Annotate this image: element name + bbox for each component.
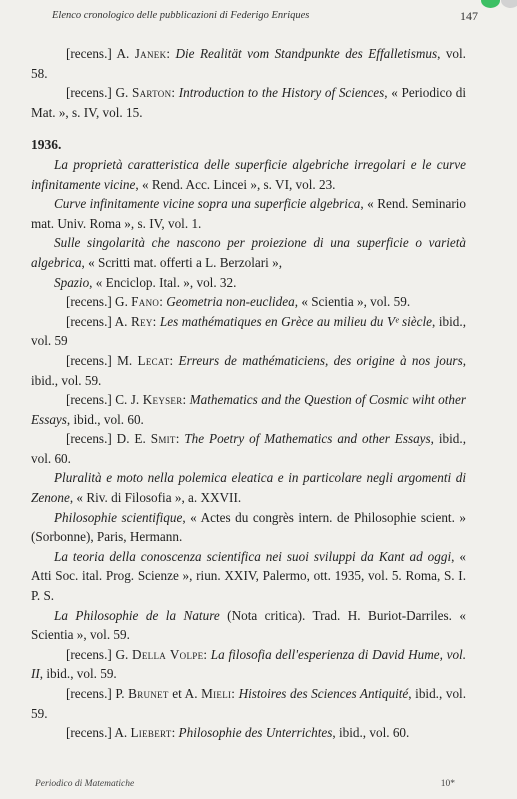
entry-separator: : xyxy=(152,313,160,329)
entry-title: La filosofia dell'esperienza di David Hume, vol. II xyxy=(31,646,467,682)
entry-title: Mathematics and the Question of Cosmic wiht other Essays xyxy=(31,392,466,427)
entry-title: Erreurs de mathématiciens, des origine à nos jours xyxy=(178,352,463,368)
entry-separator: : xyxy=(231,686,239,701)
review-entry xyxy=(31,723,466,743)
entry-citation: , ibid., vol. 59. xyxy=(39,666,117,682)
review-entry xyxy=(31,645,466,684)
entry-title: Spazio xyxy=(54,274,90,290)
entry-citation: , « Rend. Seminario mat. Univ. Roma », s. IV, vol. 1. xyxy=(31,196,467,231)
entry-author: Lecat xyxy=(137,352,170,368)
page-footer xyxy=(35,779,455,789)
entry-title: Die Realität vom Standpunkte des Effalletismus xyxy=(175,46,438,61)
entry-title: La Philosophie de la Nature xyxy=(54,607,220,623)
entry-citation: , « Scritti mat. offerti a L. Berzolari », xyxy=(81,254,282,270)
entry-separator: : xyxy=(169,352,179,368)
review-entry xyxy=(31,312,466,351)
entry-title: Pluralità e moto nella polemica eleatica e in particolare negli argomenti di Zenone xyxy=(31,470,466,506)
entry-prefix: [recens.] A. xyxy=(66,313,131,329)
review-entry xyxy=(31,292,466,312)
entry-separator: : xyxy=(166,46,176,61)
publication-entry xyxy=(31,606,466,645)
entry-separator: : xyxy=(159,294,167,310)
entry-citation: , ibid., vol. 60. xyxy=(31,431,466,466)
review-entry xyxy=(31,83,466,122)
entry-title: La proprietà caratteristica delle superficie algebriche irregolari e le curve infinitamente vicine xyxy=(31,156,466,192)
entry-citation: , « Rend. Acc. Lincei », s. VI, vol. 23. xyxy=(135,176,336,192)
entry-prefix: [recens.] G. xyxy=(66,85,132,101)
entry-citation: , ibid., vol. 60. xyxy=(66,411,144,427)
entry-citation: , ibid., vol. 60. xyxy=(332,725,410,741)
entry-separator: et A. xyxy=(168,686,202,701)
entry-citation: , « Atti Soc. ital. Prog. Scienze », riun. XXIV, Palermo, ott. 1935, vol. 5. Roma, S. I. P. S. xyxy=(31,548,466,604)
review-entry xyxy=(31,684,466,723)
entry-citation: , ibid., vol. 59. xyxy=(31,352,466,388)
year-heading: 1936. xyxy=(31,137,62,153)
entries-list-1936 xyxy=(31,155,466,743)
entry-author: Liebert xyxy=(130,725,172,741)
publication-entry xyxy=(31,508,466,547)
entry-citation: , « Enciclop. Ital. », vol. 32. xyxy=(89,274,237,290)
entry-author: Della Volpe xyxy=(132,646,204,662)
publication-entry xyxy=(31,273,466,293)
entry-prefix: [recens.] A. xyxy=(66,725,131,741)
review-entry xyxy=(31,390,466,429)
entry-prefix: [recens.] D. E. xyxy=(66,431,151,447)
entry-separator: : xyxy=(171,725,179,741)
footer-journal: Periodico di Matematiche xyxy=(35,779,135,789)
publication-entry xyxy=(31,233,466,272)
page-number: 147 xyxy=(460,9,478,23)
entry-author: Sarton xyxy=(131,85,172,101)
entry-title: Les mathématiques en Grèce au milieu du Vᵉ siècle xyxy=(159,313,433,329)
entry-title: Sulle singolarità che nascono per proiezione di una superficie o varietà algebrica xyxy=(31,235,466,270)
entry-citation: , « Scientia », vol. 59. xyxy=(294,294,411,310)
entry-citation: , « Riv. di Filosofia », a. XXVII. xyxy=(69,490,242,506)
entry-author: Fano xyxy=(131,294,160,310)
entry-title: La teoria della conoscenza scientifica nei suoi sviluppi da Kant ad oggi xyxy=(54,548,452,564)
running-title: Elenco cronologico delle pubblicazioni di Federigo Enriques xyxy=(52,10,310,21)
entry-separator: : xyxy=(182,392,190,408)
entries-list-top xyxy=(31,44,466,122)
entry-title: Geometria non-euclidea xyxy=(166,294,295,310)
entry-prefix: [recens.] M. xyxy=(66,352,138,368)
entry-citation: , ibid., vol. 59. xyxy=(31,686,467,721)
page-body xyxy=(31,44,466,743)
entry-prefix: [recens.] A. xyxy=(66,46,135,61)
publication-entry xyxy=(31,547,466,606)
running-header xyxy=(52,9,478,23)
entry-citation: , ibid., vol. 59 xyxy=(31,313,466,349)
entry-separator: : xyxy=(203,646,211,662)
entry-author: Smit xyxy=(150,431,176,447)
entry-prefix: [recens.] C. J. xyxy=(66,392,143,408)
entry-author: Mieli xyxy=(201,686,232,701)
entry-author: Brunet xyxy=(128,686,169,701)
entry-title: Curve infinitamente vicine sopra una superficie algebrica xyxy=(54,196,361,212)
review-entry xyxy=(31,429,466,468)
footer-signature: 10* xyxy=(440,779,455,789)
entry-title: The Poetry of Mathematics and other Essays xyxy=(184,431,431,447)
entry-citation: , « Actes du congrès intern. de Philosophie scient. » (Sorbonne), Paris, Hermann. xyxy=(31,509,467,545)
status-dot-gray xyxy=(501,0,517,8)
entry-separator: : xyxy=(175,431,185,447)
entry-prefix: [recens.] G. xyxy=(66,294,132,310)
publication-entry xyxy=(31,155,466,194)
review-entry xyxy=(31,351,466,390)
entry-separator: : xyxy=(171,85,179,101)
entry-title: Introduction to the History of Sciences xyxy=(178,85,385,101)
review-entry xyxy=(31,44,466,83)
entry-citation: , « Periodico di Mat. », s. IV, vol. 15. xyxy=(31,85,467,120)
publication-entry xyxy=(31,468,466,507)
entry-title: Philosophie scientifique xyxy=(54,509,183,525)
entry-prefix: [recens.] G. xyxy=(66,646,133,662)
entry-author: Keyser xyxy=(142,392,183,408)
entry-author: Janek xyxy=(134,46,167,61)
status-dot-green xyxy=(481,0,500,8)
entry-title: Philosophie des Unterrichtes xyxy=(178,725,333,741)
publication-entry xyxy=(31,194,466,233)
entry-citation: (Nota critica). Trad. H. Buriot-Darriles. « Scientia », vol. 59. xyxy=(31,607,466,643)
entry-citation: , vol. 58. xyxy=(31,46,466,81)
entry-prefix: [recens.] P. xyxy=(66,686,129,701)
entry-title: Histoires des Sciences Antiquité xyxy=(238,686,409,701)
entry-author: Rey xyxy=(130,313,153,329)
